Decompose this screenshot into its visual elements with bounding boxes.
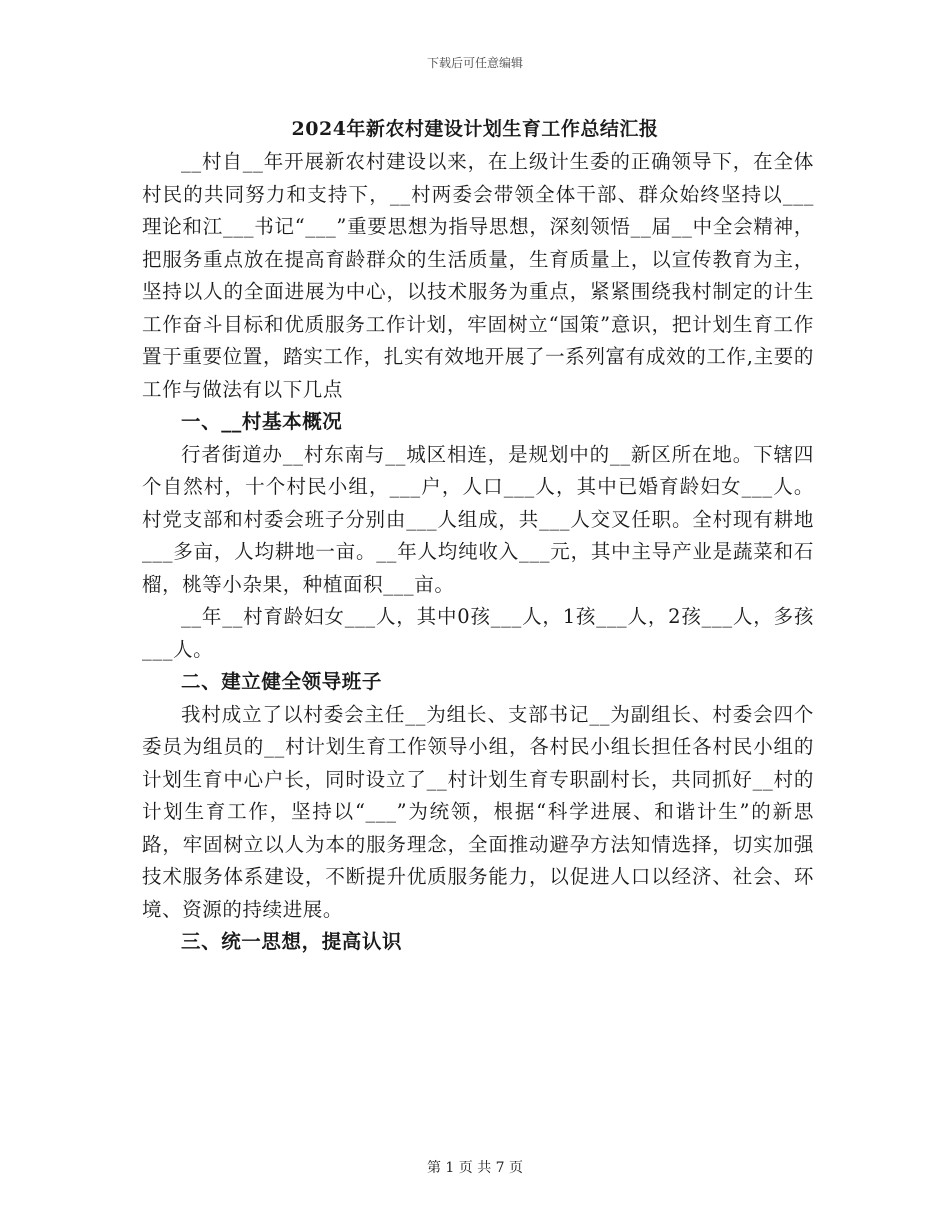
- section-1-heading: 一、__村基本概况: [181, 410, 343, 433]
- section-2-paragraph-1: 我村成立了以村委会主任__为组长、支部书记__为副组长、村委会四个委员为组员的__村计划生育工作领导小组，各村民小组长担任各村民小组的计划生育中心户长，同时设立了__村计划生育专职副村长，共同抓好__村的计划生育工作，坚持以“___”为统领，根据“科学进展、和谐计生”的新思路，牢固树立以人为本的服务理念，全面推动避孕方法知情选择，切实加强技术服务体系建设，不断提升优质服务能力，以促进人口以经济、社会、环境、资源的持续进展。: [142, 702, 814, 921]
- header-note: 下载后可任意编辑: [426, 56, 523, 70]
- intro-paragraph: __村自__年开展新农村建设以来，在上级计生委的正确领导下，在全体村民的共同努力和支持下，__村两委会带领全体干部、群众始终坚持以___理论和江___书记“___”重要思想为指导思想，深刻领悟__届__中全会精神，把服务重点放在提高育龄群众的生活质量，生育质量上，以宣传教育为主，坚持以人的全面进展为中心，以技术服务为重点，紧紧围绕我村制定的计生工作奋斗目标和优质服务工作计划，牢固树立“国策”意识，把计划生育工作置于重要位置，踏实工作，扎实有效地开展了一系列富有成效的工作,主要的工作与做法有以下几点: [142, 150, 814, 401]
- page-number: 第 1 页 共 7 页: [426, 1160, 524, 1176]
- section-1-paragraph-2: __年__村育龄妇女___人，其中0孩___人，1孩___人，2孩___人，多孩___人。: [142, 605, 814, 661]
- section-2-heading: 二、建立健全领导班子: [181, 670, 383, 693]
- document-title: 2024年新农村建设计划生育工作总结汇报: [291, 118, 659, 140]
- section-1-paragraph-1: 行者街道办__村东南与__城区相连，是规划中的__新区所在地。下辖四个自然村，十个村民小组，___户，人口___人，其中已婚育龄妇女___人。村党支部和村委会班子分别由___人组成，共___人交叉任职。全村现有耕地___多亩，人均耕地一亩。__年人均纯收入___元，其中主导产业是蔬菜和石榴，桃等小杂果，种植面积___亩。: [142, 442, 814, 596]
- section-3-heading: 三、统一思想，提高认识: [181, 930, 403, 953]
- document-body: [142, 146, 814, 959]
